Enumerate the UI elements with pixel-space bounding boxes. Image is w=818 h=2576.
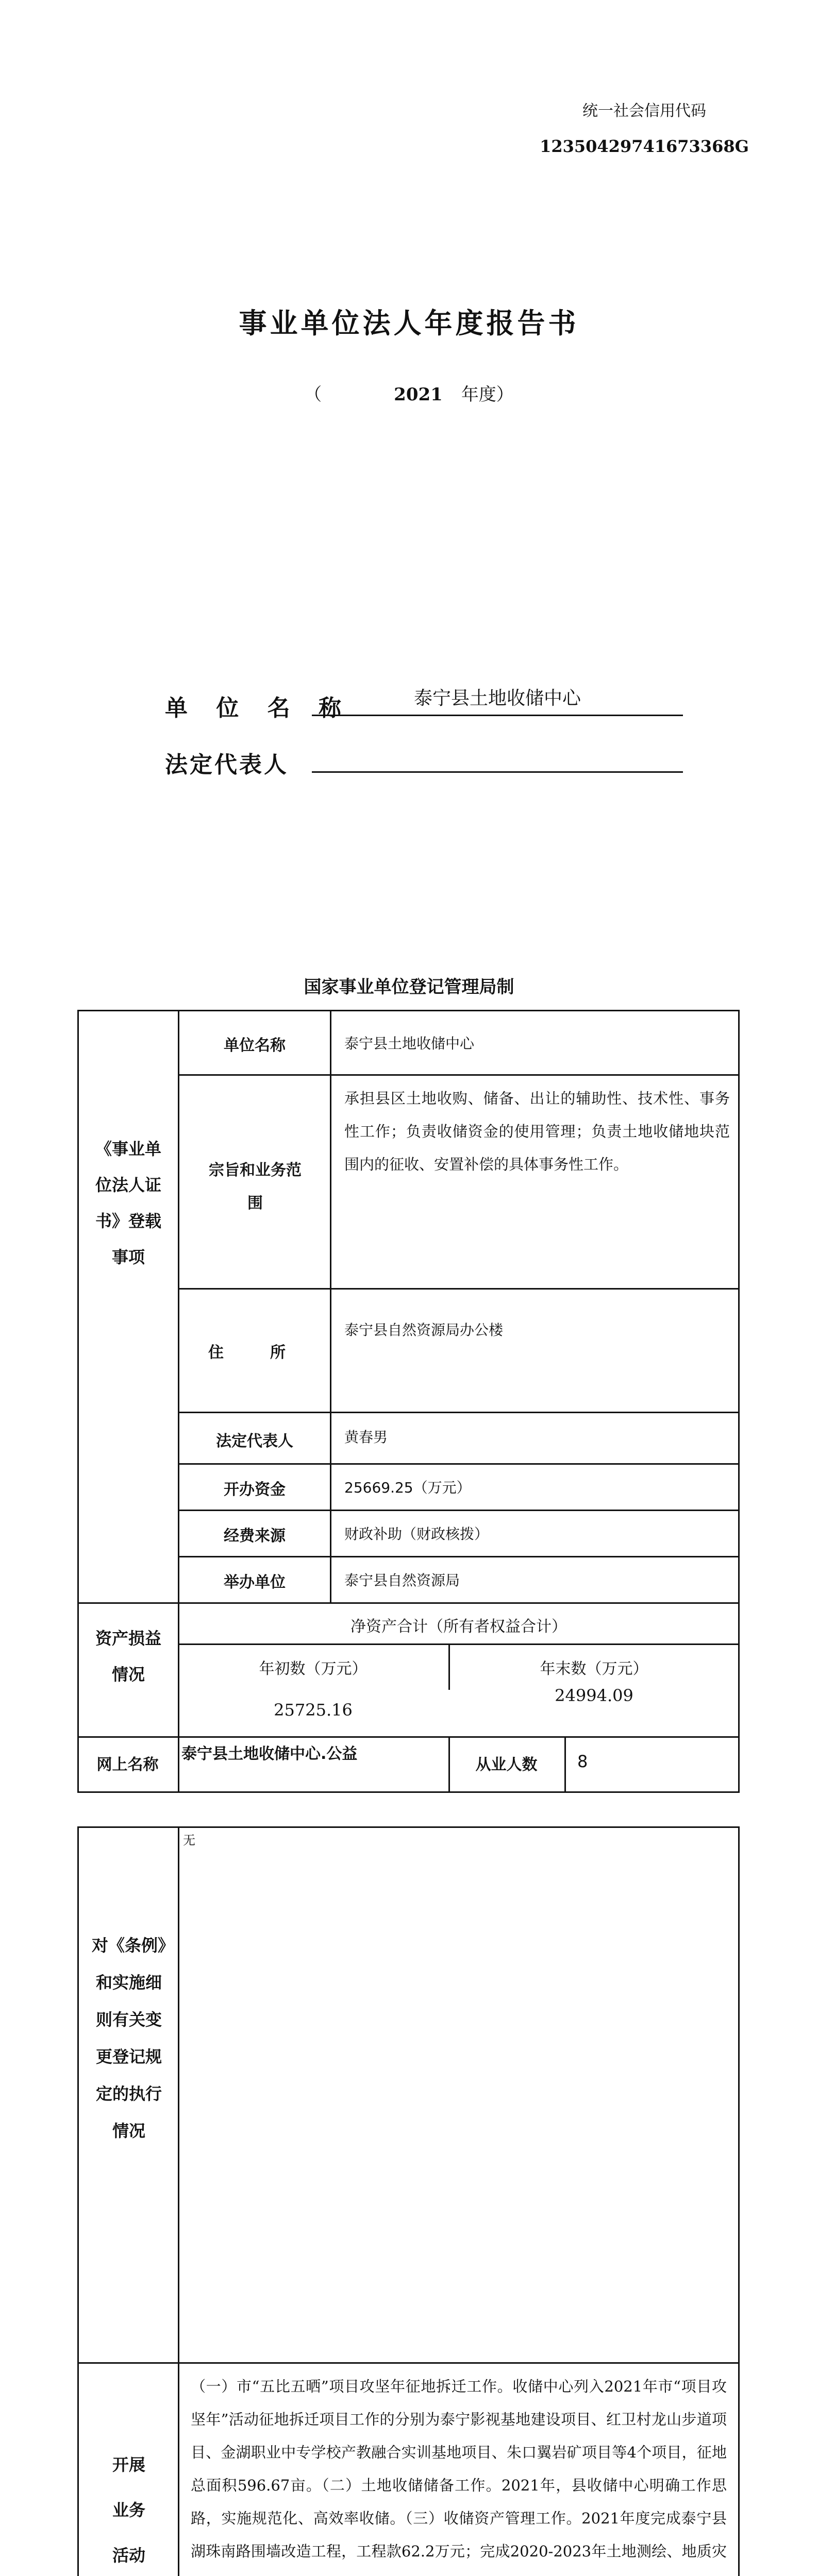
- report-year: 2021: [394, 384, 443, 405]
- year-paren-open: （: [304, 384, 322, 405]
- changes-label: 对《条例》和实施细则有关变更登记规定的执行情况: [91, 1936, 166, 2141]
- domain-label: 网上名称: [96, 1756, 159, 1774]
- registration-section-label: 《事业单位法人证书》登载事项: [95, 1139, 162, 1267]
- cover-org-label: 单 位 名 称: [165, 695, 352, 721]
- unit-name-label: 单位名称: [224, 1037, 286, 1055]
- changes-value: 无: [183, 1833, 195, 1848]
- activities-text: （一）市“五比五晒”项目攻坚年征地拆迁工作。收储中心列入2021年市“项目攻坚年”活动征地拆迁项目工作的分别为泰宁影视基地建设项目、红卫村龙山步道项目、金湖职业中专学校产教融合实训基地项目、朱口翼岩矿项目等4个项目，征地总面积596.67亩。（二）土地收储储备工作。2021年，县收储中心明确工作思路，实施规范化、高效率收储。（三）收储资产管理工作。2021年度完成泰宁县湖珠南路围墙改造工程，工程款62.2万元；完成2020-2023年土地测绘、地质灾: [191, 2378, 727, 2560]
- capital-label: 开办资金: [224, 1481, 286, 1499]
- assets-end-label: 年末数（万元）: [540, 1660, 648, 1678]
- sponsor-label: 举办单位: [224, 1573, 286, 1591]
- issuer-line: 国家事业单位登记管理局制: [304, 977, 514, 997]
- cover-rep-label: 法定代表人: [165, 752, 289, 778]
- sponsor-value: 泰宁县自然资源局: [344, 1572, 460, 1589]
- year-suffix: 年度）: [461, 384, 514, 405]
- credit-code-label: 统一社会信用代码: [582, 102, 706, 120]
- document-title: 事业单位法人年度报告书: [239, 307, 579, 340]
- report-year-line: [0, 380, 818, 405]
- staff-value: 8: [577, 1752, 588, 1771]
- rep-label: 法定代表人: [216, 1432, 293, 1450]
- assets-begin-label: 年初数（万元）: [259, 1660, 368, 1678]
- net-assets-label: 净资产合计（所有者权益合计）: [350, 1618, 567, 1636]
- rep-value: 黄春男: [344, 1429, 388, 1446]
- assets-begin-value: 25725.16: [274, 1700, 353, 1720]
- cover-org-name: 泰宁县土地收储中心: [312, 683, 683, 716]
- purpose-label: 宗旨和业务范围: [209, 1161, 302, 1212]
- address-label: 住 所: [208, 1344, 301, 1362]
- credit-code-value: 12350429741673368G: [540, 137, 749, 156]
- purpose-value: 承担县区土地收购、储备、出让的辅助性、技术性、事务性工作；负责收储资金的使用管理；负责土地收储地块范围内的征收、安置补偿的具体事务性工作。: [344, 1090, 730, 1173]
- capital-value: 25669.25（万元）: [344, 1479, 471, 1496]
- staff-label: 从业人数: [475, 1756, 538, 1774]
- cover-rep-value: [312, 739, 683, 773]
- activities-label: 开展业务活动: [112, 2455, 145, 2565]
- assets-section-label: 资产损益情况: [95, 1629, 162, 1684]
- funding-value: 财政补助（财政核拨）: [344, 1526, 489, 1543]
- unit-name-value: 泰宁县土地收储中心: [344, 1035, 475, 1052]
- domain-value: 泰宁县土地收储中心.公益: [181, 1745, 358, 1763]
- address-value: 泰宁县自然资源局办公楼: [344, 1321, 504, 1338]
- assets-end-value: 24994.09: [555, 1686, 633, 1705]
- funding-label: 经费来源: [224, 1527, 286, 1545]
